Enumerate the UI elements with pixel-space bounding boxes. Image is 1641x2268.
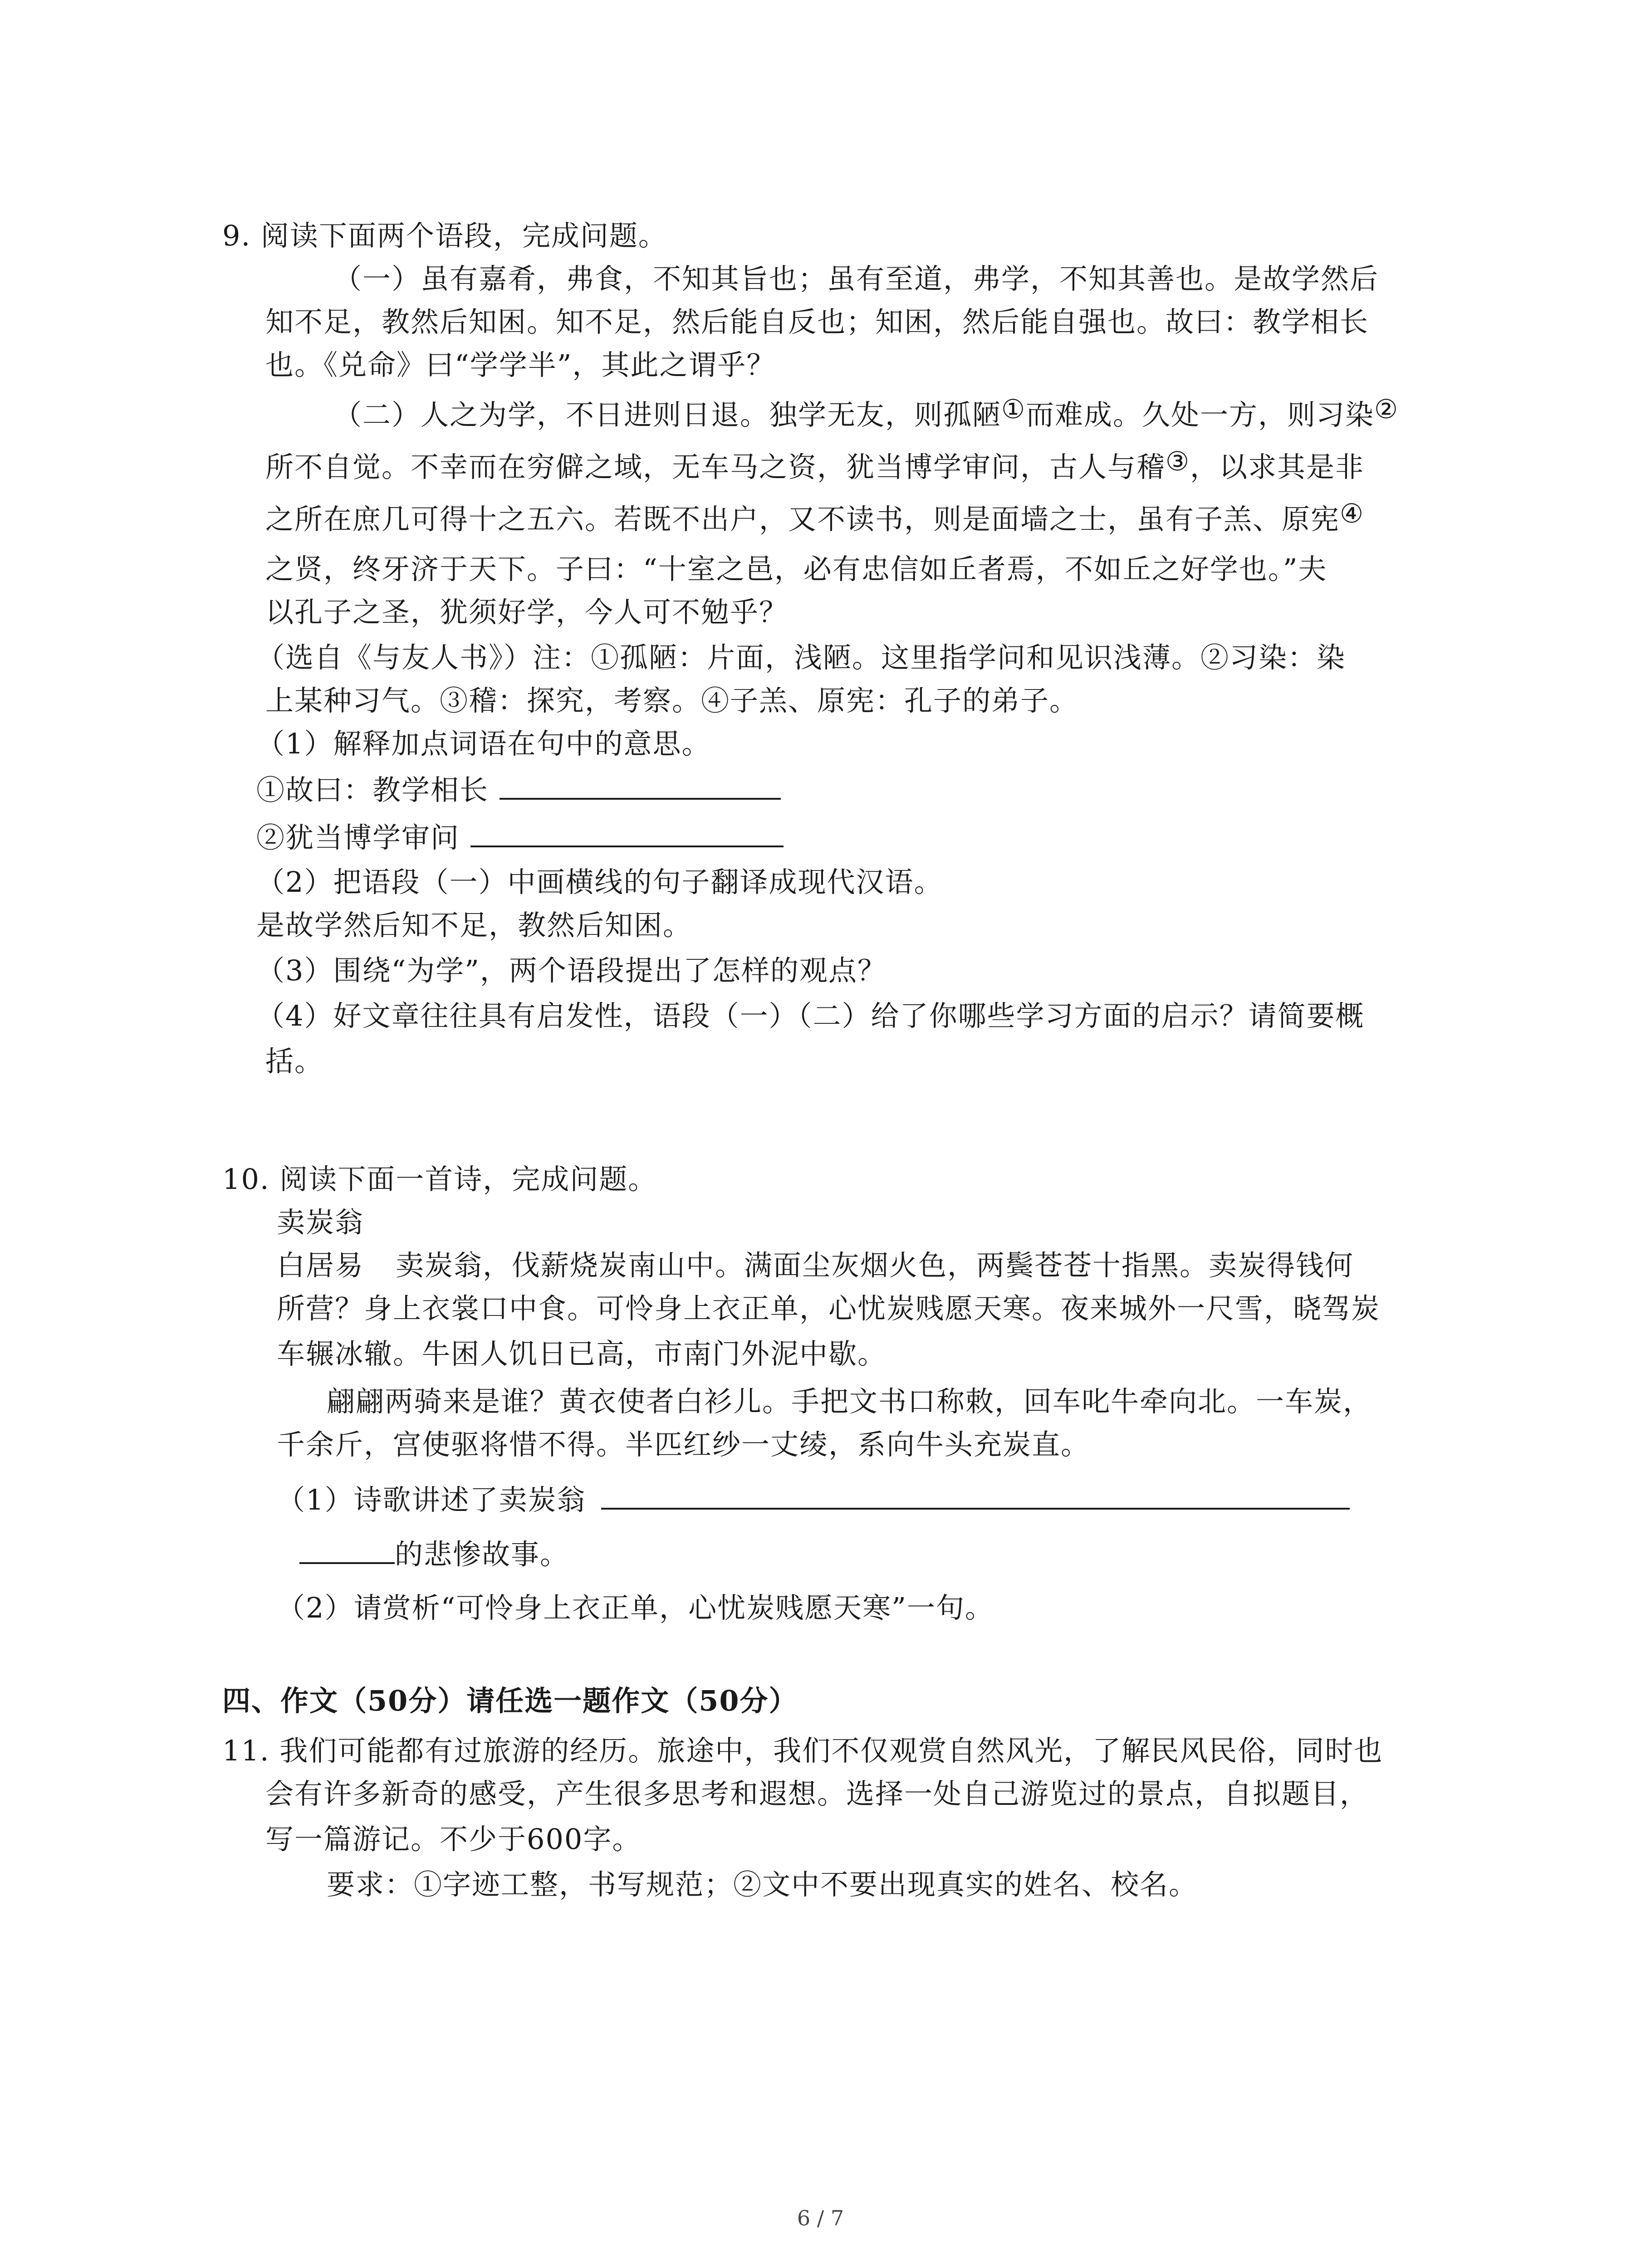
page-number: 6 / 7 xyxy=(797,2206,844,2230)
q11-requirements: 要求：①字迹工整，书写规范；②文中不要出现真实的姓名、校名。 xyxy=(327,1868,1198,1901)
q10-sub1-end: 的悲惨故事。 xyxy=(395,1538,569,1571)
q9-passage2-line2 xyxy=(265,447,1364,488)
poet-name: 白居易 xyxy=(277,1249,364,1282)
q9-passage2-line5: 以孔子之圣，犹须好学，今人可不勉乎？ xyxy=(265,596,789,629)
q9-sub4-line1: （4）好文章往往具有启发性，语段（一）（二）给了你哪些学习方面的启示？请简要概 xyxy=(256,999,1365,1032)
answer-blank[interactable] xyxy=(470,816,784,847)
q10-sub1-cont xyxy=(299,1533,569,1574)
q10-poem-line1 xyxy=(277,1245,1354,1286)
answer-blank[interactable] xyxy=(500,769,781,800)
q9-passage2-text: 所不自觉。不幸而在穷僻之域，无车马之资，犹当博学审问，古人与稽 xyxy=(265,450,1166,484)
q9-passage2-text: 之所在庶几可得十之五六。若既不出户，又不读书，则是面墙之士，虽有子羔、原宪 xyxy=(265,503,1340,536)
answer-blank[interactable] xyxy=(299,1533,395,1564)
q11-line3: 写一篇游记。不少于600字。 xyxy=(265,1823,642,1856)
q9-passage2-text: ，以求其是非 xyxy=(1190,450,1365,484)
q10-poem-line5: 千余斤，宫使驱将惜不得。半匹红纱一丈绫，系向牛头充炭直。 xyxy=(277,1428,1090,1461)
note-marker-3: ③ xyxy=(1166,446,1190,477)
q9-sub1b-label: ②犹当博学审问 xyxy=(256,821,460,854)
q11-line1: 11. 我们可能都有过旅游的经历。旅途中，我们不仅观赏自然风光，了解民风民俗，同时也 xyxy=(222,1734,1383,1767)
q9-passage1-line1: （一）虽有嘉肴，弗食，不知其旨也；虽有至道，弗学，不知其善也。是故学然后 xyxy=(333,262,1379,295)
q11-line2: 会有许多新奇的感受，产生很多思考和遐想。选择一处自己游览过的景点，自拟题目， xyxy=(265,1777,1369,1810)
note-marker-4: ④ xyxy=(1340,498,1365,529)
q10-poem-line3: 车辗冰辙。牛困人饥日已高，市南门外泥中歇。 xyxy=(277,1337,887,1370)
q10-poem-line2: 所营？身上衣裳口中食。可怜身上衣正单，心忧炭贱愿天寒。夜来城外一尺雪，晓驾炭 xyxy=(277,1292,1381,1325)
poem-title: 卖炭翁 xyxy=(277,1206,364,1239)
q9-sub3: （3）围绕“为学”，两个语段提出了怎样的观点？ xyxy=(256,954,887,987)
q9-passage2-line4: 之贤，终牙济于天下。子曰：“十室之邑，必有忠信如丘者焉，不如丘之好学也。”夫 xyxy=(265,552,1327,586)
q10-sub1-label: （1）诗歌讲述了卖炭翁 xyxy=(277,1483,586,1516)
q9-title: 9. 阅读下面两个语段，完成问题。 xyxy=(222,219,667,252)
note-marker-1: ① xyxy=(1001,394,1026,425)
q9-passage1-line2: 知不足，教然后知困。知不足，然后能自反也；知困，然后能自强也。故曰：教学相长 xyxy=(265,305,1369,338)
q9-sub1a xyxy=(256,769,781,810)
q10-title: 10. 阅读下面一首诗，完成问题。 xyxy=(222,1163,657,1196)
q9-sub2: （2）把语段（一）中画横线的句子翻译成现代汉语。 xyxy=(256,865,943,899)
poem-text: 卖炭翁，伐薪烧炭南山中。满面尘灰烟火色，两鬓苍苍十指黑。卖炭得钱何 xyxy=(396,1249,1354,1282)
q9-notes-line1: （选自《与友人书》）注：①孤陋：片面，浅陋。这里指学问和见识浅薄。②习染：染 xyxy=(256,641,1346,674)
q10-sub2: （2）请赏析“可怜身上衣正单，心忧炭贱愿天寒”一句。 xyxy=(277,1591,994,1624)
answer-blank[interactable] xyxy=(601,1479,1350,1510)
q9-passage2-line3 xyxy=(265,499,1364,540)
q9-notes-line2: 上某种习气。③稽：探究，考察。④子羔、原宪：孔子的弟子。 xyxy=(265,684,1079,717)
q9-passage2-text: （二）人之为学，不日进则日退。独学无友，则孤陋 xyxy=(333,398,1002,431)
q10-sub1 xyxy=(277,1479,1350,1520)
q9-sub1a-label: ①故曰：教学相长 xyxy=(256,773,489,807)
note-marker-2: ② xyxy=(1374,394,1399,425)
q9-passage2-line1 xyxy=(333,395,1399,435)
q9-passage1-line3: 也。《兑命》曰“学学半”，其此之谓乎？ xyxy=(265,348,776,381)
q9-sub1b xyxy=(256,816,784,857)
q9-sub2-sentence: 是故学然后知不足，教然后知困。 xyxy=(256,909,692,942)
q9-passage2-text: 而难成。久处一方，则习染 xyxy=(1026,398,1375,431)
section4-heading: 四、作文（50分）请任选一题作文（50分） xyxy=(222,1684,798,1717)
q9-sub4-line2: 括。 xyxy=(265,1045,324,1078)
q9-sub1: （1）解释加点词语在句中的意思。 xyxy=(256,727,711,760)
q10-poem-line4: 翩翩两骑来是谁？黄衣使者白衫儿。手把文书口称敕，回车叱牛牵向北。一车炭， xyxy=(327,1385,1372,1418)
